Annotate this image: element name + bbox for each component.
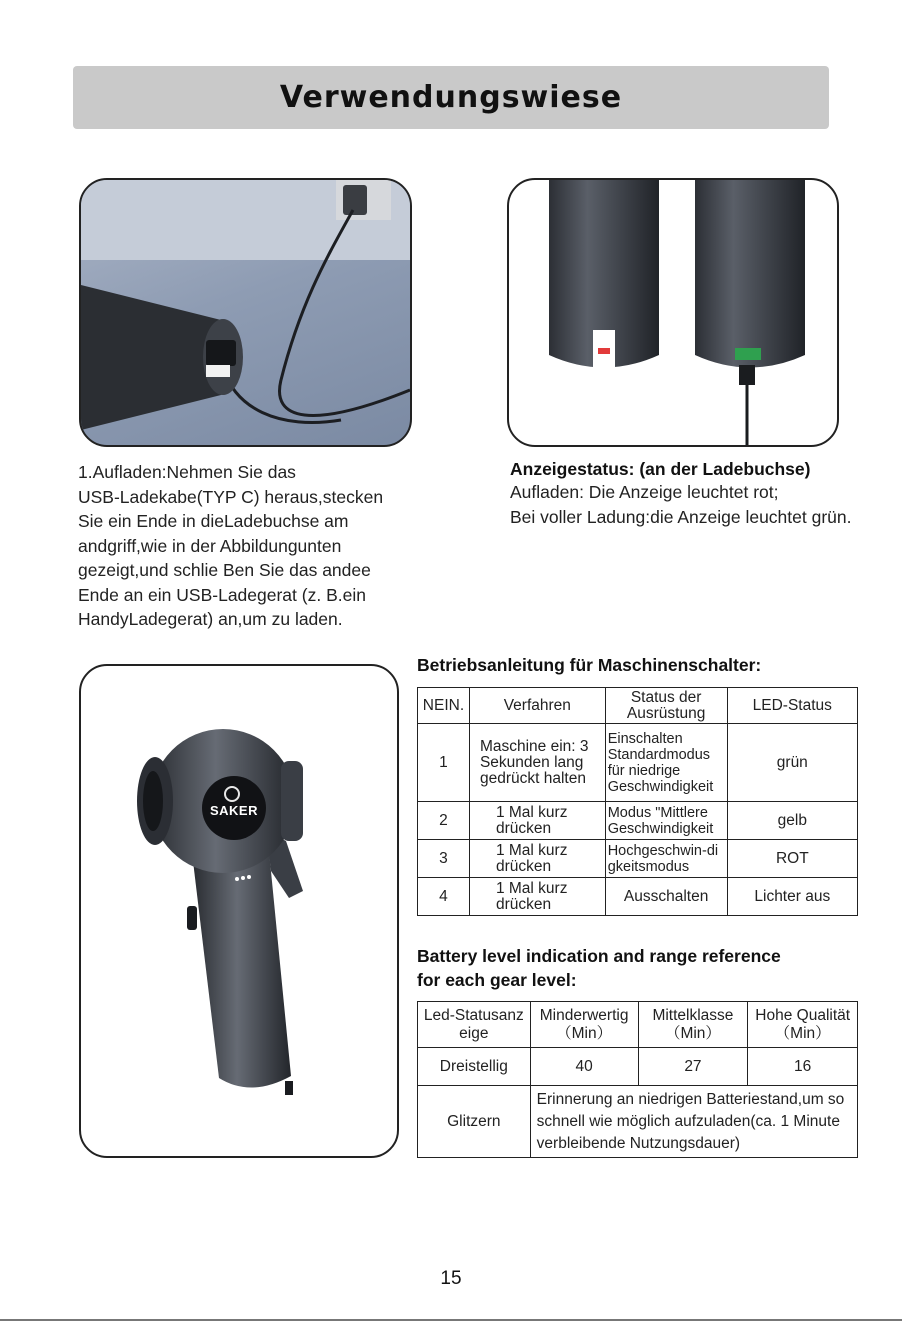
page-number: 15 xyxy=(440,1268,462,1289)
indicator-illustration xyxy=(509,180,837,445)
battery-section-heading xyxy=(417,944,857,992)
table-cell: 1 Mal kurz drücken xyxy=(469,878,605,916)
instruction-line: andgriff,wie in der Abbildungunten xyxy=(78,535,342,556)
title-bar xyxy=(73,66,829,129)
table-row xyxy=(418,840,858,878)
table-cell: Ausschalten xyxy=(605,878,727,916)
header-cell: LED-Status xyxy=(727,688,857,724)
table-cell: Maschine ein: 3 Sekunden lang gedrückt halten xyxy=(469,724,605,802)
header-cell xyxy=(530,1002,638,1048)
table-cell: 2 xyxy=(418,802,470,840)
status-heading: Anzeigestatus: (an der Ladebuchse) xyxy=(510,459,811,479)
table-cell: Hochgeschwin-digkeitsmodus xyxy=(605,840,727,878)
table-cell: 1 Mal kurz drücken xyxy=(469,840,605,878)
table-cell: 1 Mal kurz drücken xyxy=(469,802,605,840)
header-label: Mittelklasse xyxy=(652,1006,734,1024)
header-cell: NEIN. xyxy=(418,688,470,724)
table-cell: Erinnerung an niedrigen Batteriestand,um so schnell wie möglich aufzuladen(ca. 1 Minute verbleibende Nutzungsdauer) xyxy=(530,1086,857,1158)
table-header-row xyxy=(418,688,858,724)
unit-label: （Min） xyxy=(556,1024,613,1042)
unit-label: （Min） xyxy=(664,1024,721,1042)
switch-table xyxy=(417,687,858,916)
indicator-photo xyxy=(507,178,839,447)
status-full: Bei voller Ladung:die Anzeige leuchtet grün. xyxy=(510,507,852,527)
table-cell: gelb xyxy=(727,802,857,840)
header-cell xyxy=(748,1002,858,1048)
battery-table xyxy=(417,1001,858,1158)
table-cell: 27 xyxy=(638,1048,748,1086)
header-cell: Led-Statusanzeige xyxy=(418,1002,531,1048)
brand-logo: SAKER xyxy=(209,803,258,818)
header-cell xyxy=(638,1002,748,1048)
header-label: Minderwertig xyxy=(539,1006,629,1024)
charging-instructions xyxy=(78,460,438,632)
table-cell: 40 xyxy=(530,1048,638,1086)
table-cell: 1 xyxy=(418,724,470,802)
table-cell: Lichter aus xyxy=(727,878,857,916)
table-cell: Dreistellig xyxy=(418,1048,531,1086)
header-cell: Verfahren xyxy=(469,688,605,724)
device-photo xyxy=(79,664,399,1158)
status-charging: Aufladen: Die Anzeige leuchtet rot; xyxy=(510,482,779,502)
table-cell: Glitzern xyxy=(418,1086,531,1158)
bottom-divider xyxy=(0,1319,902,1321)
table-header-row xyxy=(418,1002,858,1048)
table-row xyxy=(418,1086,858,1158)
table-cell: ROT xyxy=(727,840,857,878)
table-row xyxy=(418,1048,858,1086)
device-illustration xyxy=(81,666,397,1156)
table-cell: Einschalten Standardmodus für niedrige Geschwindigkeit xyxy=(605,724,727,802)
table-cell: 3 xyxy=(418,840,470,878)
charging-illustration xyxy=(81,180,410,445)
instruction-line: 1.Aufladen:Nehmen Sie das xyxy=(78,462,296,482)
battery-heading-line: Battery level indication and range reference xyxy=(417,946,781,966)
instruction-line: Ende an ein USB-Ladegerat (z. B.ein xyxy=(78,584,366,605)
header-label: Hohe Qualität xyxy=(755,1006,851,1024)
page-title: Verwendungswiese xyxy=(279,80,623,115)
indicator-status xyxy=(510,458,880,529)
table-cell: 4 xyxy=(418,878,470,916)
charging-photo xyxy=(79,178,412,447)
switch-section-heading: Betriebsanleitung für Maschinenschalter: xyxy=(417,655,762,675)
instruction-line: Sie ein Ende in dieLadebuchse am xyxy=(78,511,349,531)
table-cell: Modus "Mittlere Geschwindigkeit xyxy=(605,802,727,840)
table-cell: 16 xyxy=(748,1048,858,1086)
unit-label: （Min） xyxy=(774,1024,831,1042)
battery-heading-line: for each gear level: xyxy=(417,970,577,990)
table-row xyxy=(418,878,858,916)
instruction-line: HandyLadegerat) an,um zu laden. xyxy=(78,609,343,629)
instruction-line: gezeigt,und schlie Ben Sie das andee xyxy=(78,560,371,580)
table-cell: grün xyxy=(727,724,857,802)
instruction-line: USB-Ladekabe(TYP C) heraus,stecken xyxy=(78,486,384,507)
header-cell: Status der Ausrüstung xyxy=(605,688,727,724)
table-row xyxy=(418,802,858,840)
table-row xyxy=(418,724,858,802)
